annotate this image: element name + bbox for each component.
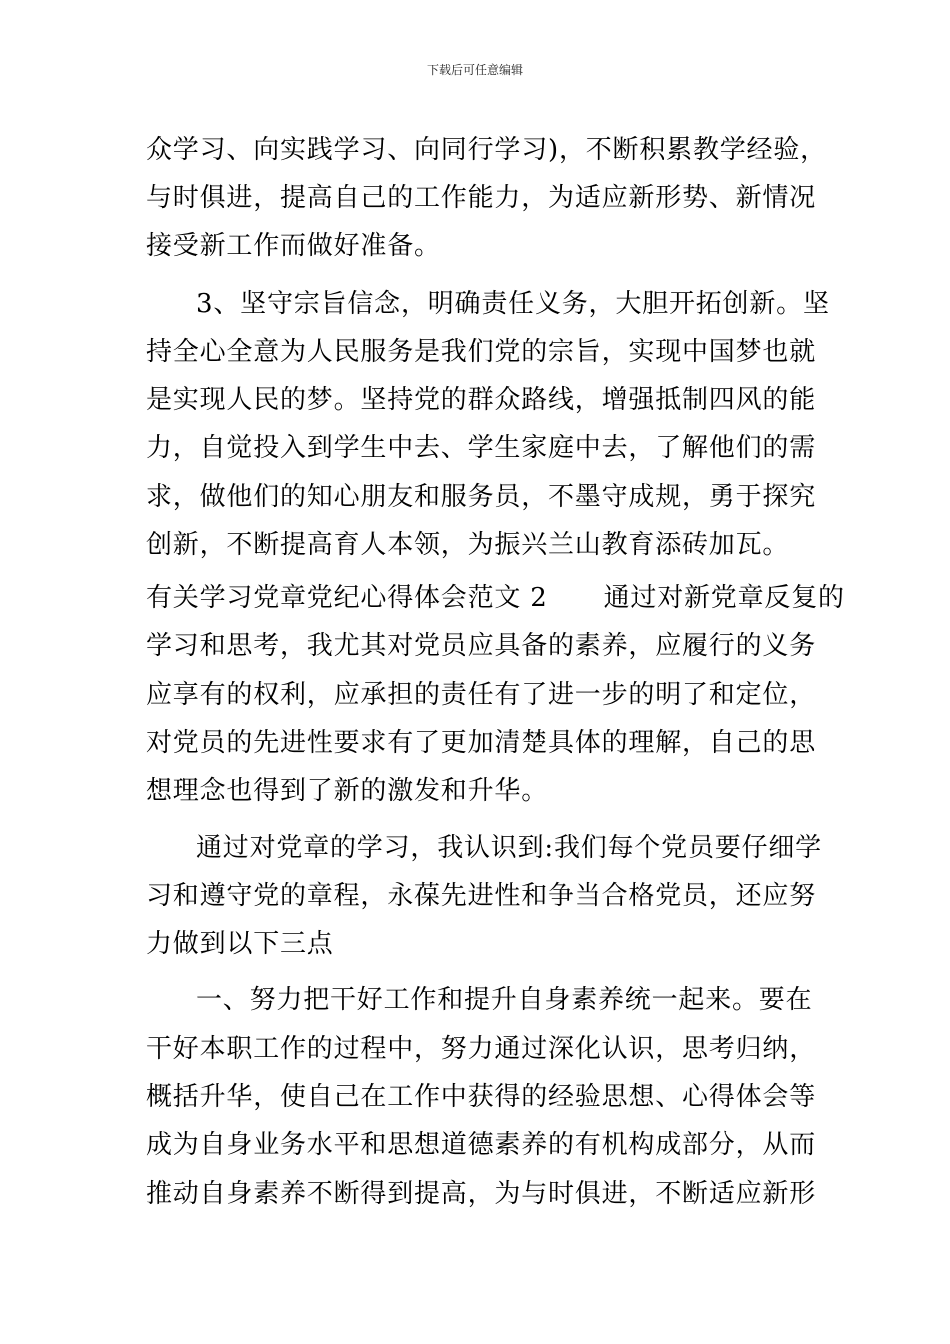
text-line: 创新，不断提高育人本领，为振兴兰山教育添砖加瓦。 [146, 530, 790, 560]
text-line: 应享有的权利，应承担的责任有了进一步的明了和定位， [146, 680, 817, 710]
text-line: 推动自身素养不断得到提高，为与时俱进，不断适应新形 [146, 1179, 817, 1209]
paragraph-start-line: 一、努力把干好工作和提升自身素养统一起来。要在 [196, 985, 813, 1015]
text-line: 是实现人民的梦。坚持党的群众路线，增强抵制四风的能 [146, 385, 817, 415]
text-line: 概括升华，使自己在工作中获得的经验思想、心得体会等 [146, 1082, 817, 1112]
text-line: 成为自身业务水平和思想道德素养的有机构成部分，从而 [146, 1130, 817, 1160]
text-line: 求，做他们的知心朋友和服务员，不墨守成规，勇于探究 [146, 482, 817, 512]
paragraph-start-line: 通过对党章的学习，我认识到:我们每个党员要仔细学 [196, 833, 822, 863]
text-line: 对党员的先进性要求有了更加清楚具体的理解，自己的思 [146, 728, 817, 758]
article-heading-line [146, 582, 845, 614]
text-line: 接受新工作而做好准备。 [146, 231, 441, 261]
text-line: 习和遵守党的章程，永葆先进性和争当合格党员，还应努 [146, 881, 817, 911]
text-line: 力，自觉投入到学生中去、学生家庭中去，了解他们的需 [146, 433, 817, 463]
paragraph-start-line: 3、坚守宗旨信念，明确责任义务，大胆开拓创新。坚 [196, 289, 830, 319]
text-line: 力做到以下三点 [146, 929, 334, 959]
heading-continuation: 通过对新党章反复的 [603, 583, 845, 613]
text-line: 想理念也得到了新的激发和升华。 [146, 776, 549, 806]
text-line: 干好本职工作的过程中，努力通过深化认识，思考归纳， [146, 1034, 817, 1064]
page-header: 下载后可任意编辑 [426, 63, 523, 77]
text-line: 众学习、向实践学习、向同行学习)，不断积累教学经验， [146, 135, 827, 165]
text-line: 与时俱进，提高自己的工作能力，为适应新形势、新情况 [146, 183, 817, 213]
text-line: 学习和思考，我尤其对党员应具备的素养，应履行的义务 [146, 631, 817, 661]
article-title: 有关学习党章党纪心得体会范文 2 [146, 583, 548, 613]
text-line: 持全心全意为人民服务是我们党的宗旨，实现中国梦也就 [146, 337, 817, 367]
